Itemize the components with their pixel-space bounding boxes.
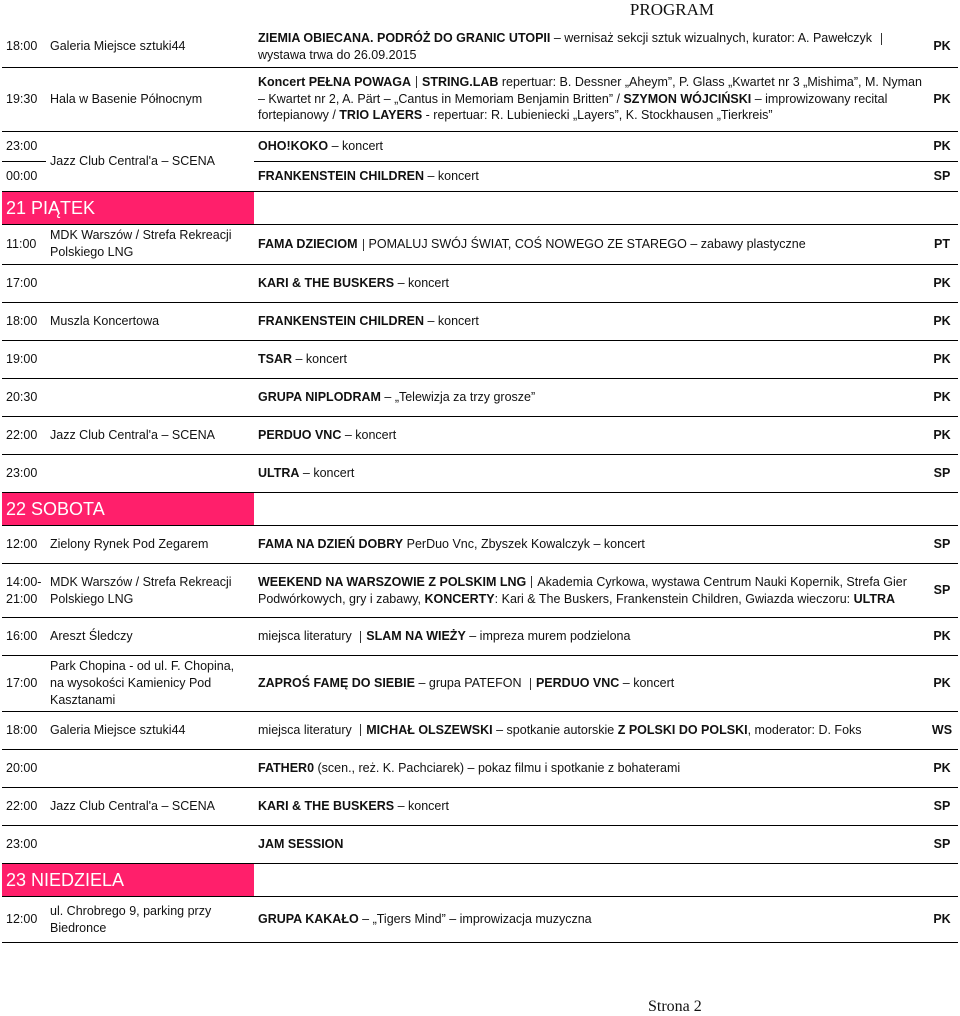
day-label: 23 NIEDZIELA: [2, 863, 254, 896]
event-time: 19:00: [2, 340, 46, 378]
event-text: FAMA DZIECIOM: [258, 236, 358, 251]
event-time: 19:30: [2, 67, 46, 131]
event-code: SP: [926, 787, 958, 825]
program-table-body: [2, 27, 958, 943]
event-code: SP: [926, 825, 958, 863]
event-code: PT: [926, 224, 958, 264]
event-description: [254, 340, 926, 378]
event-text: repertuar: B. Dessner „Aheym”, P. Glass „Kwartet nr 3 „Mishima”, M. Nyman – Kwartet nr 2, A. Pärt – „Cantus in Memoriam Benjamin Britten” /: [258, 74, 922, 106]
separator-bar: [531, 576, 532, 588]
event-text: – koncert: [299, 465, 355, 480]
event-text: (scen., reż. K. Pachciarek) – pokaz filmu i spotkanie z bohaterami: [314, 760, 681, 775]
event-text: - repertuar: R. Lubieniecki „Layers”, K. Stockhausen „Tierkreis”: [422, 108, 773, 123]
event-place: [46, 340, 254, 378]
event-row: [2, 416, 958, 454]
event-text: miejsca literatury: [258, 722, 356, 737]
event-time: 23:00: [2, 825, 46, 863]
day-header-row: [2, 191, 958, 224]
event-time: 18:00: [2, 711, 46, 749]
event-text: JAM SESSION: [258, 836, 344, 851]
event-place: [46, 825, 254, 863]
event-time: 12:00: [2, 897, 46, 943]
event-time: 22:00: [2, 416, 46, 454]
day-header-row: [2, 492, 958, 525]
event-time: 18:00: [2, 302, 46, 340]
event-time: 22:00: [2, 787, 46, 825]
event-time: 16:00: [2, 618, 46, 656]
event-place: Hala w Basenie Północnym: [46, 67, 254, 131]
event-time: 20:00: [2, 749, 46, 787]
event-text: FRANKENSTEIN CHILDREN: [258, 313, 424, 328]
event-text: KARI & THE BUSKERS: [258, 275, 395, 290]
event-time: 14:00-21:00: [2, 564, 46, 618]
event-place: MDK Warszów / Strefa Rekreacji Polskiego LNG: [46, 564, 254, 618]
event-time: 12:00: [2, 526, 46, 564]
event-text: GRUPA KAKAŁO: [258, 912, 359, 927]
event-description: [254, 161, 926, 191]
event-row: [2, 656, 958, 712]
event-description: [254, 67, 926, 131]
event-text: – impreza murem podzielona: [465, 629, 631, 644]
event-row: [2, 526, 958, 564]
event-code: PK: [926, 131, 958, 161]
event-text: ZIEMIA OBIECANA. PODRÓŻ DO GRANIC UTOPII: [258, 30, 551, 45]
event-time: 17:00: [2, 656, 46, 712]
event-text: wystawa trwa do 26.09.2015: [258, 47, 417, 62]
event-text: FATHER0: [258, 760, 315, 775]
event-code: PK: [926, 897, 958, 943]
event-text: WEEKEND NA WARSZOWIE Z POLSKIM LNG: [258, 574, 527, 589]
event-place: Zielony Rynek Pod Zegarem: [46, 526, 254, 564]
event-code: PK: [926, 749, 958, 787]
event-row: [2, 454, 958, 492]
event-text: – grupa PATEFON: [414, 675, 525, 690]
event-text: – wernisaż sekcji sztuk wizualnych, kurator: A. Pawełczyk: [550, 30, 876, 45]
event-text: – improwizowany recital fortepianowy /: [258, 91, 888, 123]
event-description: [254, 302, 926, 340]
event-code: SP: [926, 161, 958, 191]
event-time: 11:00: [2, 224, 46, 264]
event-time: 18:00: [2, 27, 46, 67]
event-place: [46, 378, 254, 416]
event-text: – koncert: [423, 168, 479, 183]
event-description: [254, 749, 926, 787]
event-text: ULTRA: [853, 591, 896, 606]
event-row: [2, 131, 958, 161]
page-footer: Strona 2: [648, 998, 702, 1015]
day-row-blank: [254, 492, 958, 525]
event-time: 20:30: [2, 378, 46, 416]
event-text: – koncert: [292, 351, 347, 366]
event-row: [2, 302, 958, 340]
separator-bar: [881, 33, 882, 45]
event-text: – „Tigers Mind” – improwizacja muzyczna: [358, 912, 592, 927]
event-code: WS: [926, 711, 958, 749]
event-row: [2, 787, 958, 825]
event-text: OHO!KOKO: [258, 138, 329, 153]
event-text: Z POLSKI DO POLSKI: [617, 722, 748, 737]
event-description: [254, 27, 926, 67]
event-code: PK: [926, 264, 958, 302]
event-place: [46, 454, 254, 492]
event-place: [46, 264, 254, 302]
event-place: MDK Warszów / Strefa Rekreacji Polskiego LNG: [46, 224, 254, 264]
event-text: ULTRA: [258, 465, 300, 480]
event-text: GRUPA NIPLODRAM: [258, 389, 381, 404]
day-header-row: [2, 863, 958, 896]
event-time: 23:00: [2, 454, 46, 492]
day-label: 21 PIĄTEK: [2, 191, 254, 224]
event-row: [2, 897, 958, 943]
event-text: SZYMON WÓJCIŃSKI: [623, 91, 752, 106]
event-text: miejsca literatury: [258, 629, 356, 644]
event-text: MICHAŁ OLSZEWSKI: [366, 722, 493, 737]
event-text: : Kari & The Buskers, Frankenstein Children, Gwiazda wieczoru:: [494, 591, 854, 606]
event-text: – „Telewizja za trzy grosze”: [380, 389, 536, 404]
event-row: [2, 711, 958, 749]
event-row: [2, 27, 958, 67]
separator-bar: [416, 76, 417, 88]
event-place: Galeria Miejsce sztuki44: [46, 711, 254, 749]
event-description: [254, 264, 926, 302]
event-code: PK: [926, 27, 958, 67]
event-text: KARI & THE BUSKERS: [258, 798, 395, 813]
event-description: [254, 618, 926, 656]
separator-bar: [360, 724, 361, 736]
event-description: [254, 897, 926, 943]
event-place: ul. Chrobrego 9, parking przy Biedronce: [46, 897, 254, 943]
event-text: – koncert: [394, 275, 450, 290]
event-place: Muszla Koncertowa: [46, 302, 254, 340]
event-text: PerDuo Vnc, Zbyszek Kowalczyk – koncert: [403, 537, 645, 552]
event-text: POMALUJ SWÓJ ŚWIAT, COŚ NOWEGO ZE STAREGO – zabawy plastyczne: [368, 236, 806, 251]
event-text: – spotkanie autorskie: [492, 722, 618, 737]
event-place: Jazz Club Central'a – SCENA: [46, 787, 254, 825]
event-place: Jazz Club Central'a – SCENA: [46, 416, 254, 454]
event-text: FRANKENSTEIN CHILDREN: [258, 168, 424, 183]
event-text: PERDUO VNC: [258, 427, 342, 442]
program-table: [2, 27, 958, 943]
event-text: Koncert PEŁNA POWAGA: [258, 74, 412, 89]
event-row: [2, 378, 958, 416]
event-description: [254, 564, 926, 618]
event-text: SLAM NA WIEŻY: [366, 629, 466, 644]
event-code: PK: [926, 67, 958, 131]
event-place: [46, 749, 254, 787]
event-row: [2, 264, 958, 302]
event-time: 23:00: [2, 131, 46, 161]
event-time: 17:00: [2, 264, 46, 302]
event-code: SP: [926, 564, 958, 618]
event-place: Areszt Śledczy: [46, 618, 254, 656]
event-row: [2, 67, 958, 131]
event-description: [254, 416, 926, 454]
event-row: [2, 340, 958, 378]
separator-bar: [363, 239, 364, 251]
event-row: [2, 224, 958, 264]
event-text: TSAR: [258, 351, 293, 366]
event-description: [254, 131, 926, 161]
event-text: ZAPROŚ FAMĘ DO SIEBIE: [258, 675, 415, 690]
day-row-blank: [254, 863, 958, 896]
event-place: Galeria Miejsce sztuki44: [46, 27, 254, 67]
event-description: [254, 378, 926, 416]
event-code: PK: [926, 378, 958, 416]
event-row: [2, 564, 958, 618]
separator-bar: [360, 631, 361, 643]
event-text: FAMA NA DZIEŃ DOBRY: [258, 537, 404, 552]
event-description: [254, 711, 926, 749]
event-place: Jazz Club Central'a – SCENA: [46, 131, 254, 191]
day-label: 22 SOBOTA: [2, 492, 254, 525]
event-text: Akademia Cyrkowa, wystawa Centrum Nauki Kopernik, Strefa Gier Podwórkowych, gry i zabawy,: [258, 574, 907, 606]
event-description: [254, 787, 926, 825]
event-code: PK: [926, 656, 958, 712]
event-code: PK: [926, 340, 958, 378]
event-text: STRING.LAB: [422, 74, 499, 89]
event-time: 00:00: [2, 161, 46, 191]
event-code: PK: [926, 618, 958, 656]
event-code: SP: [926, 454, 958, 492]
event-text: – koncert: [341, 427, 397, 442]
day-row-blank: [254, 191, 958, 224]
page-header: PROGRAM: [629, 0, 714, 19]
event-text: – koncert: [423, 313, 479, 328]
event-text: – koncert: [619, 675, 675, 690]
event-row: [2, 825, 958, 863]
event-code: SP: [926, 526, 958, 564]
event-row: [2, 749, 958, 787]
event-code: PK: [926, 302, 958, 340]
event-text: TRIO LAYERS: [339, 108, 423, 123]
event-text: – koncert: [394, 798, 450, 813]
event-description: [254, 825, 926, 863]
event-place: Park Chopina - od ul. F. Chopina, na wysokości Kamienicy Pod Kasztanami: [46, 656, 254, 712]
event-row: [2, 618, 958, 656]
event-text: – koncert: [328, 138, 384, 153]
event-text: , moderator: D. Foks: [747, 722, 862, 737]
event-text: KONCERTY: [424, 591, 495, 606]
separator-bar: [530, 678, 531, 690]
event-code: PK: [926, 416, 958, 454]
event-description: [254, 526, 926, 564]
event-text: PERDUO VNC: [535, 675, 620, 690]
event-description: [254, 224, 926, 264]
event-description: [254, 454, 926, 492]
event-description: [254, 656, 926, 712]
